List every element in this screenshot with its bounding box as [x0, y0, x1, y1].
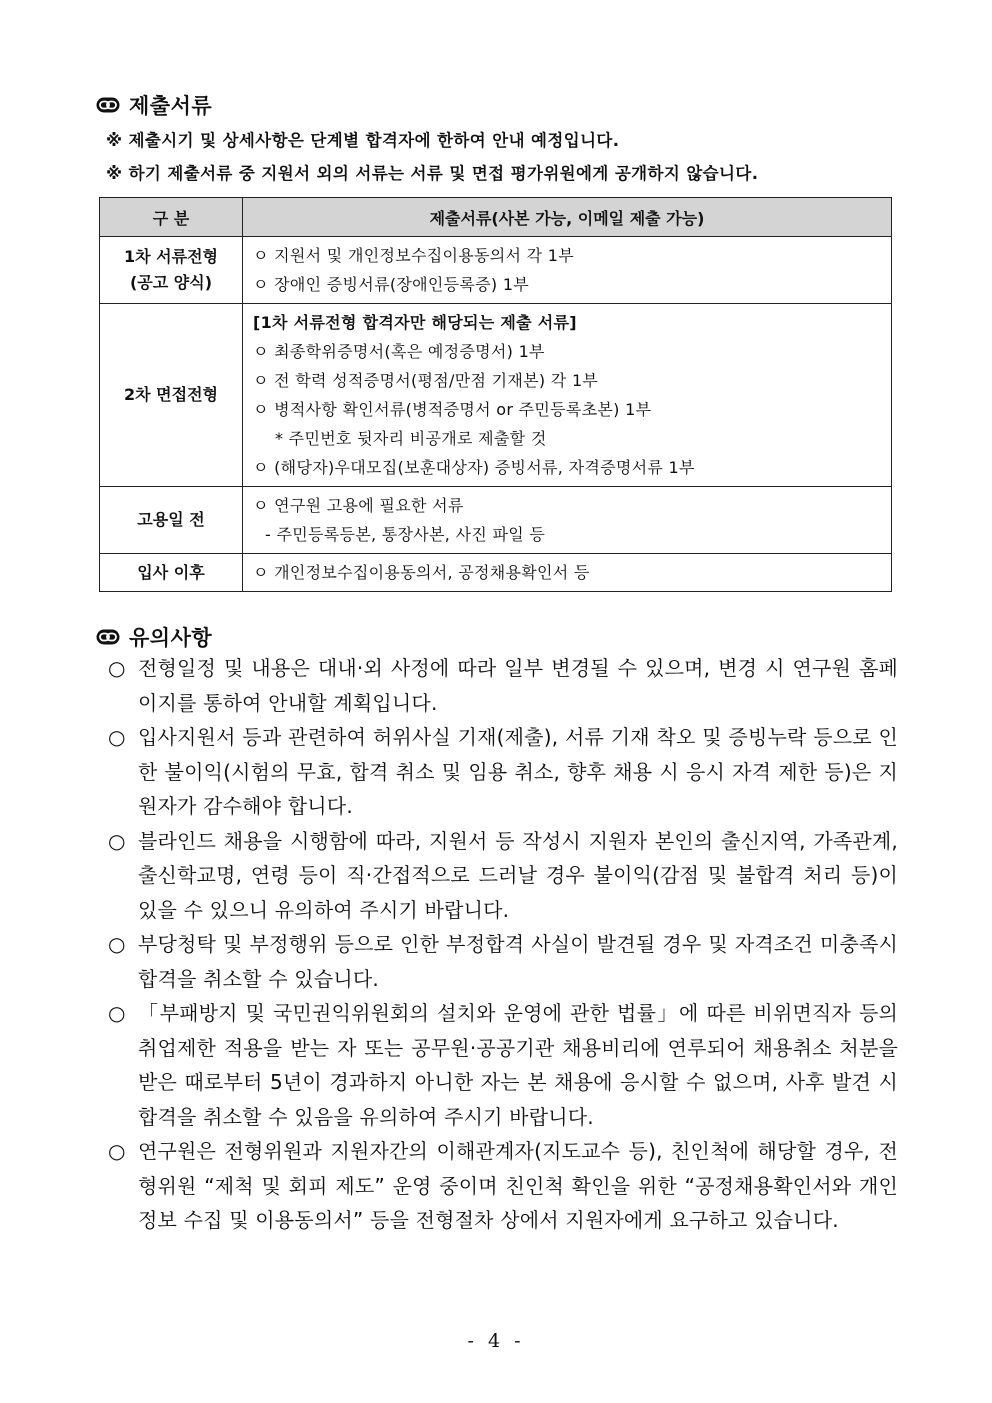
document-subheading: [1차 서류전형 합격자만 해당되는 제출 서류] [253, 313, 577, 332]
row-items [243, 237, 892, 304]
bullet-mark: ○ [108, 828, 126, 853]
document-item: ㅇ 개인정보수집이용동의서, 공정채용확인서 등 [253, 563, 590, 582]
document-item: ㅇ (해당자)우대모집(보훈대상자) 증빙서류, 자격증명서류 1부 [253, 458, 695, 477]
row-category [100, 487, 243, 554]
page-number: - 4 - [467, 1330, 525, 1352]
submission-title: 제출서류 [129, 94, 213, 118]
document-item: ㅇ 최종학위증명서(혹은 예정증명서) 1부 [253, 342, 545, 361]
row-category [100, 237, 243, 304]
cautions-list [108, 651, 898, 1238]
list-item [108, 1134, 898, 1238]
bullet-mark: ○ [108, 656, 126, 680]
table-header-row [100, 198, 892, 237]
category-line: 2차 면접전형 [124, 385, 218, 404]
table-row [100, 487, 892, 554]
caution-text: 부당청탁 및 부정행위 등으로 인한 부정합격 사실이 발견될 경우 및 자격조건 미충족시 합격을 취소할 수 있습니다. [138, 932, 898, 991]
submission-note-2: ※ 하기 제출서류 중 지원서 외의 서류는 서류 및 면접 평가위원에게 공개하지 않습니다. [106, 164, 759, 183]
row-items [243, 304, 892, 487]
document-item: ㅇ 전 학력 성적증명서(평점/만점 기재본) 각 1부 [253, 371, 599, 390]
link-icon [96, 97, 120, 113]
list-item [108, 996, 898, 1134]
submission-documents-table [99, 197, 892, 592]
list-item [108, 927, 898, 996]
list-item [108, 824, 898, 928]
document-item: ㅇ 병적사항 확인서류(병적증명서 or 주민등록초본) 1부 [253, 400, 652, 419]
caution-text: 입사지원서 등과 관련하여 허위사실 기재(제출), 서류 기재 착오 및 증빙누락 등으로 인한 불이익(시험의 무효, 합격 취소 및 임용 취소, 향후 채용 시 응시 자격 제한 등)은 지원자가 감수해야 합니다. [138, 725, 898, 818]
submission-section-header [96, 90, 212, 120]
category-line: 입사 이후 [137, 562, 205, 582]
caution-text: 연구원은 전형위원과 지원자간의 이해관계자(지도교수 등), 친인척에 해당할 경우, 전형위원 “제척 및 회피 제도” 운영 중이며 친인척 확인을 위한 “공정채용확인서와 개인정보 수집 및 이용동의서” 등을 전형절차 상에서 지원자에게 요구하고 있습니다. [138, 1139, 898, 1232]
category-line: (공고 양식) [129, 273, 213, 292]
cautions-title: 유의사항 [129, 626, 213, 650]
table-row [100, 304, 892, 487]
row-category [100, 304, 243, 487]
bullet-mark: ○ [108, 1139, 126, 1163]
cautions-section-header [96, 622, 212, 652]
caution-text: 전형일정 및 내용은 대내·외 사정에 따라 일부 변경될 수 있으며, 변경 시 연구원 홈페이지를 통하여 안내할 계획입니다. [138, 656, 898, 715]
row-category [100, 554, 243, 592]
table-row [100, 554, 892, 592]
category-line: 고용일 전 [137, 510, 205, 529]
bullet-mark: ○ [108, 932, 126, 956]
document-item: ㅇ 지원서 및 개인정보수집이용동의서 각 1부 [253, 246, 575, 265]
caution-text: 「부패방지 및 국민권익위원회의 설치와 운영에 관한 법률」에 따른 비위면직자 등의 취업제한 적용을 받는 자 또는 공무원·공공기관 채용비리에 연루되어 채용취소 처분을 받은 때로부터 5년이 경과하지 아니한 자는 본 채용에 응시할 수 없으며, 사후 발견 시 합격을 취소할 수 있음을 유의하여 주시기 바랍니다. [138, 1001, 898, 1129]
document-item-detail: - 주민등록등본, 통장사본, 사진 파일 등 [265, 525, 546, 544]
document-item: ㅇ 장애인 증빙서류(장애인등록증) 1부 [253, 275, 530, 294]
document-item-note: * 주민번호 뒷자리 비공개로 제출할 것 [275, 429, 547, 448]
caution-text: 블라인드 채용을 시행함에 따라, 지원서 등 작성시 지원자 본인의 출신지역, 가족관계, 출신학교명, 연령 등이 직·간접적으로 드러날 경우 불이익(감점 및 불합격 처리 등)이 있을 수 있으니 유의하여 주시기 바랍니다. [138, 828, 898, 922]
submission-note-1: ※ 제출시기 및 상세사항은 단계별 합격자에 한하여 안내 예정입니다. [106, 131, 620, 150]
table-row [100, 237, 892, 304]
document-item: ㅇ 연구원 고용에 필요한 서류 [253, 496, 464, 515]
list-item [108, 651, 898, 720]
link-icon [96, 629, 120, 645]
category-line: 1차 서류전형 [124, 247, 218, 266]
row-items [243, 554, 892, 592]
row-items [243, 487, 892, 554]
header-category: 구 분 [100, 198, 243, 237]
list-item [108, 720, 898, 824]
header-documents: 제출서류(사본 가능, 이메일 제출 가능) [243, 198, 892, 237]
bullet-mark: ○ [108, 725, 126, 749]
bullet-mark: ○ [108, 1001, 126, 1025]
